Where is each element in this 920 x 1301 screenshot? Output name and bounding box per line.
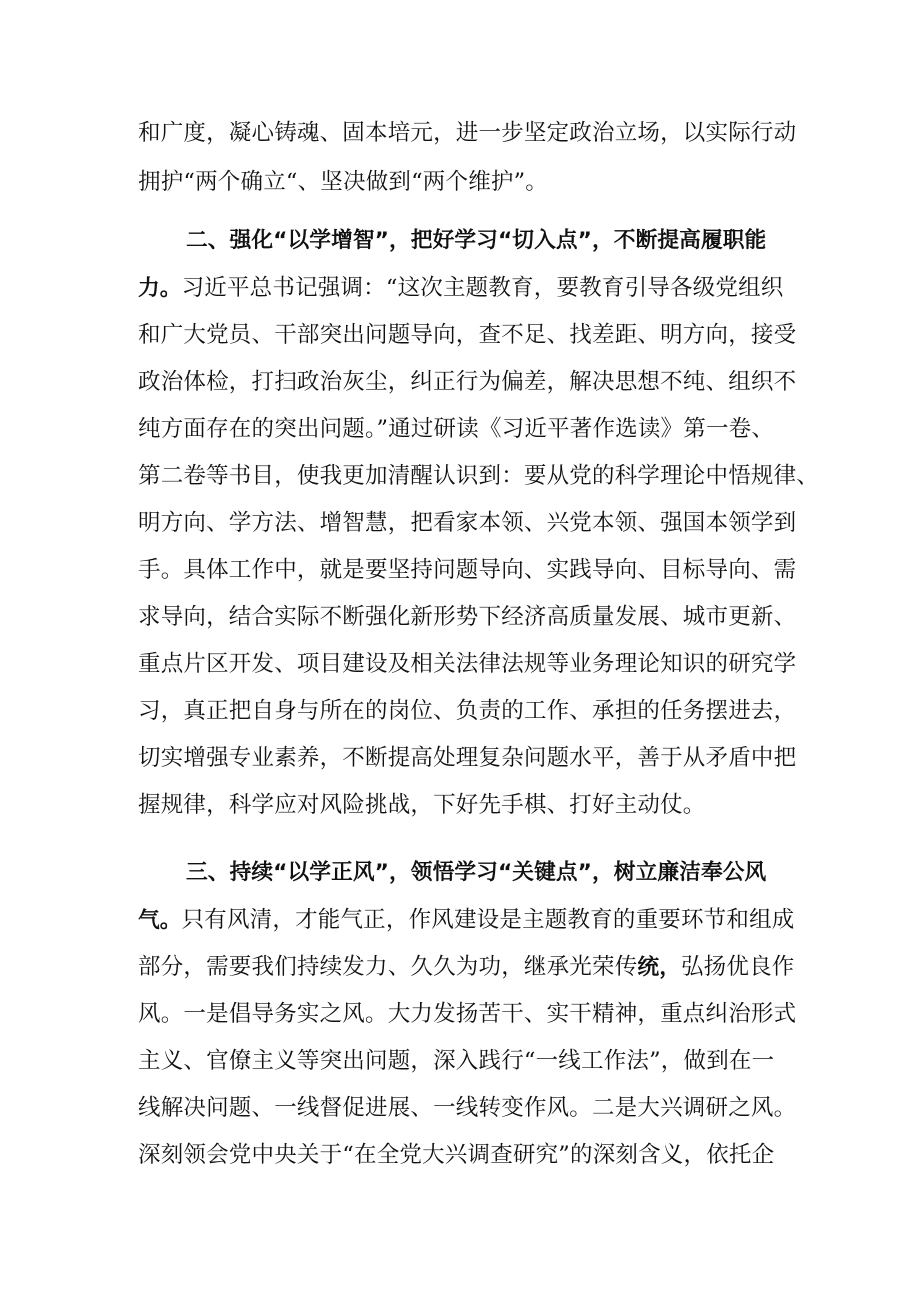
body-text-line: 风。一是倡导务实之风。大力发扬苦干、实干精神，重点纠治形式 — [138, 1001, 797, 1027]
body-text-line: 重点片区开发、项目建设及相关法律法规等业务理论知识的研究学 — [138, 651, 797, 677]
body-text-line: 习，真正把自身与所在的岗位、负责的工作、承担的任务摆进去， — [138, 698, 797, 724]
body-text-line — [138, 268, 784, 308]
body-text-line: 切实增强专业素养，不断提高处理复杂问题水平，善于从矛盾中把 — [138, 745, 797, 771]
body-text-line: 和广大党员、干部突出问题导向，查不足、找差距、明方向，接受 — [138, 322, 797, 348]
body-text-line: 纯方面存在的突出问题。”通过研读《习近平著作选读》第一卷、 — [138, 416, 775, 442]
body-text-line: 握规律，科学应对风险挑战，下好先手棋、打好主动仗。 — [138, 792, 706, 818]
body-text-line — [138, 947, 795, 987]
body-text-line: 主义、官僚主义等突出问题，深入践行“一线工作法”，做到在一 — [138, 1048, 775, 1074]
bold-text-fragment: 统， — [637, 955, 681, 980]
body-text-line: 求导向，结合实际不断强化新形势下经济高质量发展、城市更新、 — [138, 604, 797, 630]
section-heading-ending: 气。 — [138, 908, 182, 933]
body-text-fragment: 只有风清，才能气正，作风建设是主题教育的重要环节和组成 — [181, 907, 795, 933]
section-heading: 三、持续“以学正风”，领悟学习“关键点”，树立廉洁奉公风 — [186, 860, 767, 885]
body-text-line: 拥护“两个确立“、坚决做到“两个维护”。 — [138, 169, 549, 195]
body-text-fragment: 部分，需要我们持续发力、久久为功，继承光荣传 — [138, 954, 638, 980]
body-text-line: 线解决问题、一线督促进展、一线转变作风。二是大兴调研之风。 — [138, 1095, 797, 1121]
section-heading-ending: 力。 — [138, 276, 182, 301]
body-text-line: 深刻领会党中央关于“在全党大兴调查研究”的深刻含义，依托企 — [138, 1142, 775, 1168]
section-heading: 二、强化“以学增智”，把好学习“切入点”，不断提高履职能 — [186, 228, 767, 253]
body-text-line: 第二卷等书目，使我更加清醒认识到：要从党的科学理论中悟规律、 — [138, 463, 820, 489]
body-text-line: 政治体检，打扫政治灰尘，纠正行为偏差，解决思想不纯、组织不 — [138, 369, 797, 395]
body-text-line — [138, 900, 795, 940]
body-text-line: 明方向、学方法、增智慧，把看家本领、兴党本领、强国本领学到 — [138, 510, 797, 536]
body-text-fragment: 弘扬优良作 — [680, 954, 795, 980]
body-text-line: 和广度，凝心铸魂、固本培元，进一步坚定政治立场，以实际行动 — [138, 120, 797, 146]
body-text-line: 手。具体工作中，就是要坚持问题导向、实践导向、目标导向、需 — [138, 557, 797, 583]
body-text-fragment: 习近平总书记强调：“这次主题教育，要教育引导各级党组织 — [181, 275, 784, 301]
